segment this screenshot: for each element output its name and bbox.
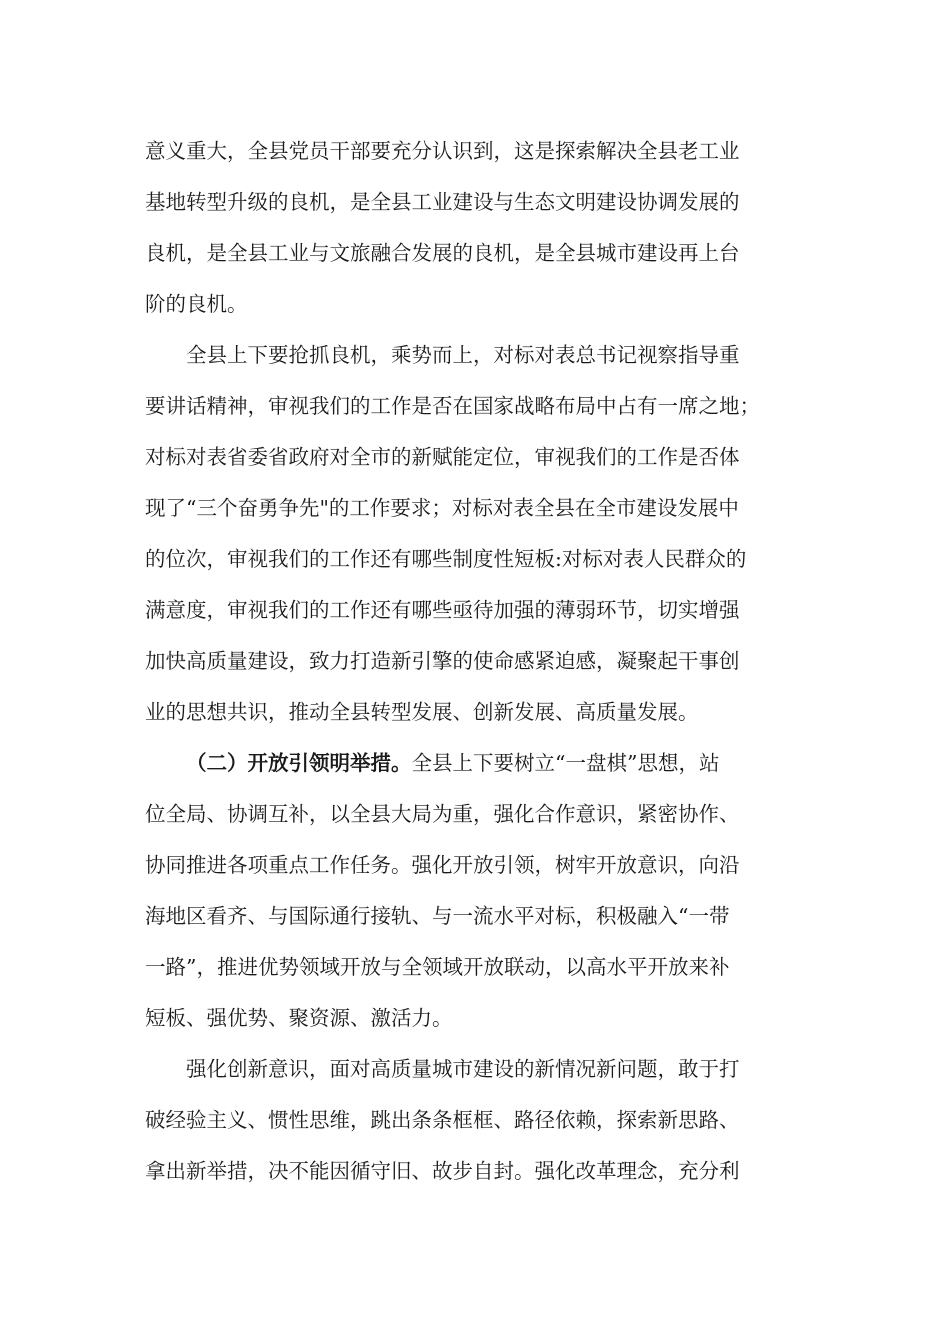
paragraph-2-line-2: 要讲话精神，审视我们的工作是否在国家战略布局中占有一席之地； — [145, 394, 760, 418]
paragraph-4-line-1: 强化创新意识，面对高质量城市建设的新情况新问题，敢于打 — [186, 1057, 740, 1081]
paragraph-3-first-line-text: 全县上下要树立“一盘棋”思想，站 — [411, 751, 720, 775]
paragraph-3-line-6: 短板、强优势、聚资源、激活力。 — [145, 1006, 453, 1030]
paragraph-2-line-8: 业的思想共识，推动全县转型发展、创新发展、高质量发展。 — [145, 700, 699, 724]
paragraph-2-line-7: 加快高质量建设，致力打造新引擎的使命感紧迫感，凝聚起干事创 — [145, 649, 740, 673]
paragraph-4-line-3: 拿出新举措，决不能因循守旧、故步自封。强化改革理念，充分利 — [145, 1159, 740, 1183]
paragraph-3-line-3: 协同推进各项重点工作任务。强化开放引领，树牢开放意识，向沿 — [145, 853, 740, 877]
paragraph-2-line-1: 全县上下要抢抓良机，乘势而上，对标对表总书记视察指导重 — [186, 343, 740, 367]
paragraph-2-line-3: 对标对表省委省政府对全市的新赋能定位，审视我们的工作是否体 — [145, 445, 740, 469]
paragraph-3-line-4: 海地区看齐、与国际通行接轨、与一流水平对标，积极融入“一带 — [145, 904, 730, 928]
paragraph-1-line-3: 良机，是全县工业与文旅融合发展的良机，是全县城市建设再上台 — [145, 241, 740, 265]
paragraph-2-line-4: 现了“三个奋勇争先"的工作要求；对标对表全县在全市建设发展中 — [145, 496, 739, 520]
section-heading: （二）开放引领明举措。 — [186, 751, 412, 775]
paragraph-3-line-5: 一路”，推进优势领域开放与全领域开放联动，以高水平开放来补 — [145, 955, 730, 979]
paragraph-4-line-2: 破经验主义、惯性思维，跳出条条框框、路径依赖，探索新思路、 — [145, 1108, 740, 1132]
paragraph-1-line-4: 阶的良机。 — [145, 292, 248, 316]
paragraph-1-line-2: 基地转型升级的良机，是全县工业建设与生态文明建设协调发展的 — [145, 190, 740, 214]
paragraph-3-line-2: 位全局、协调互补，以全县大局为重，强化合作意识，紧密协作、 — [145, 802, 740, 826]
paragraph-2-line-5: 的位次，审视我们的工作还有哪些制度性短板:对标对表人民群众的 — [145, 547, 747, 571]
paragraph-1-line-1: 意义重大，全县党员干部要充分认识到，这是探索解决全县老工业 — [145, 139, 740, 163]
paragraph-2-line-6: 满意度，审视我们的工作还有哪些亟待加强的薄弱环节，切实增强 — [145, 598, 740, 622]
paragraph-3-line-1 — [186, 743, 719, 783]
